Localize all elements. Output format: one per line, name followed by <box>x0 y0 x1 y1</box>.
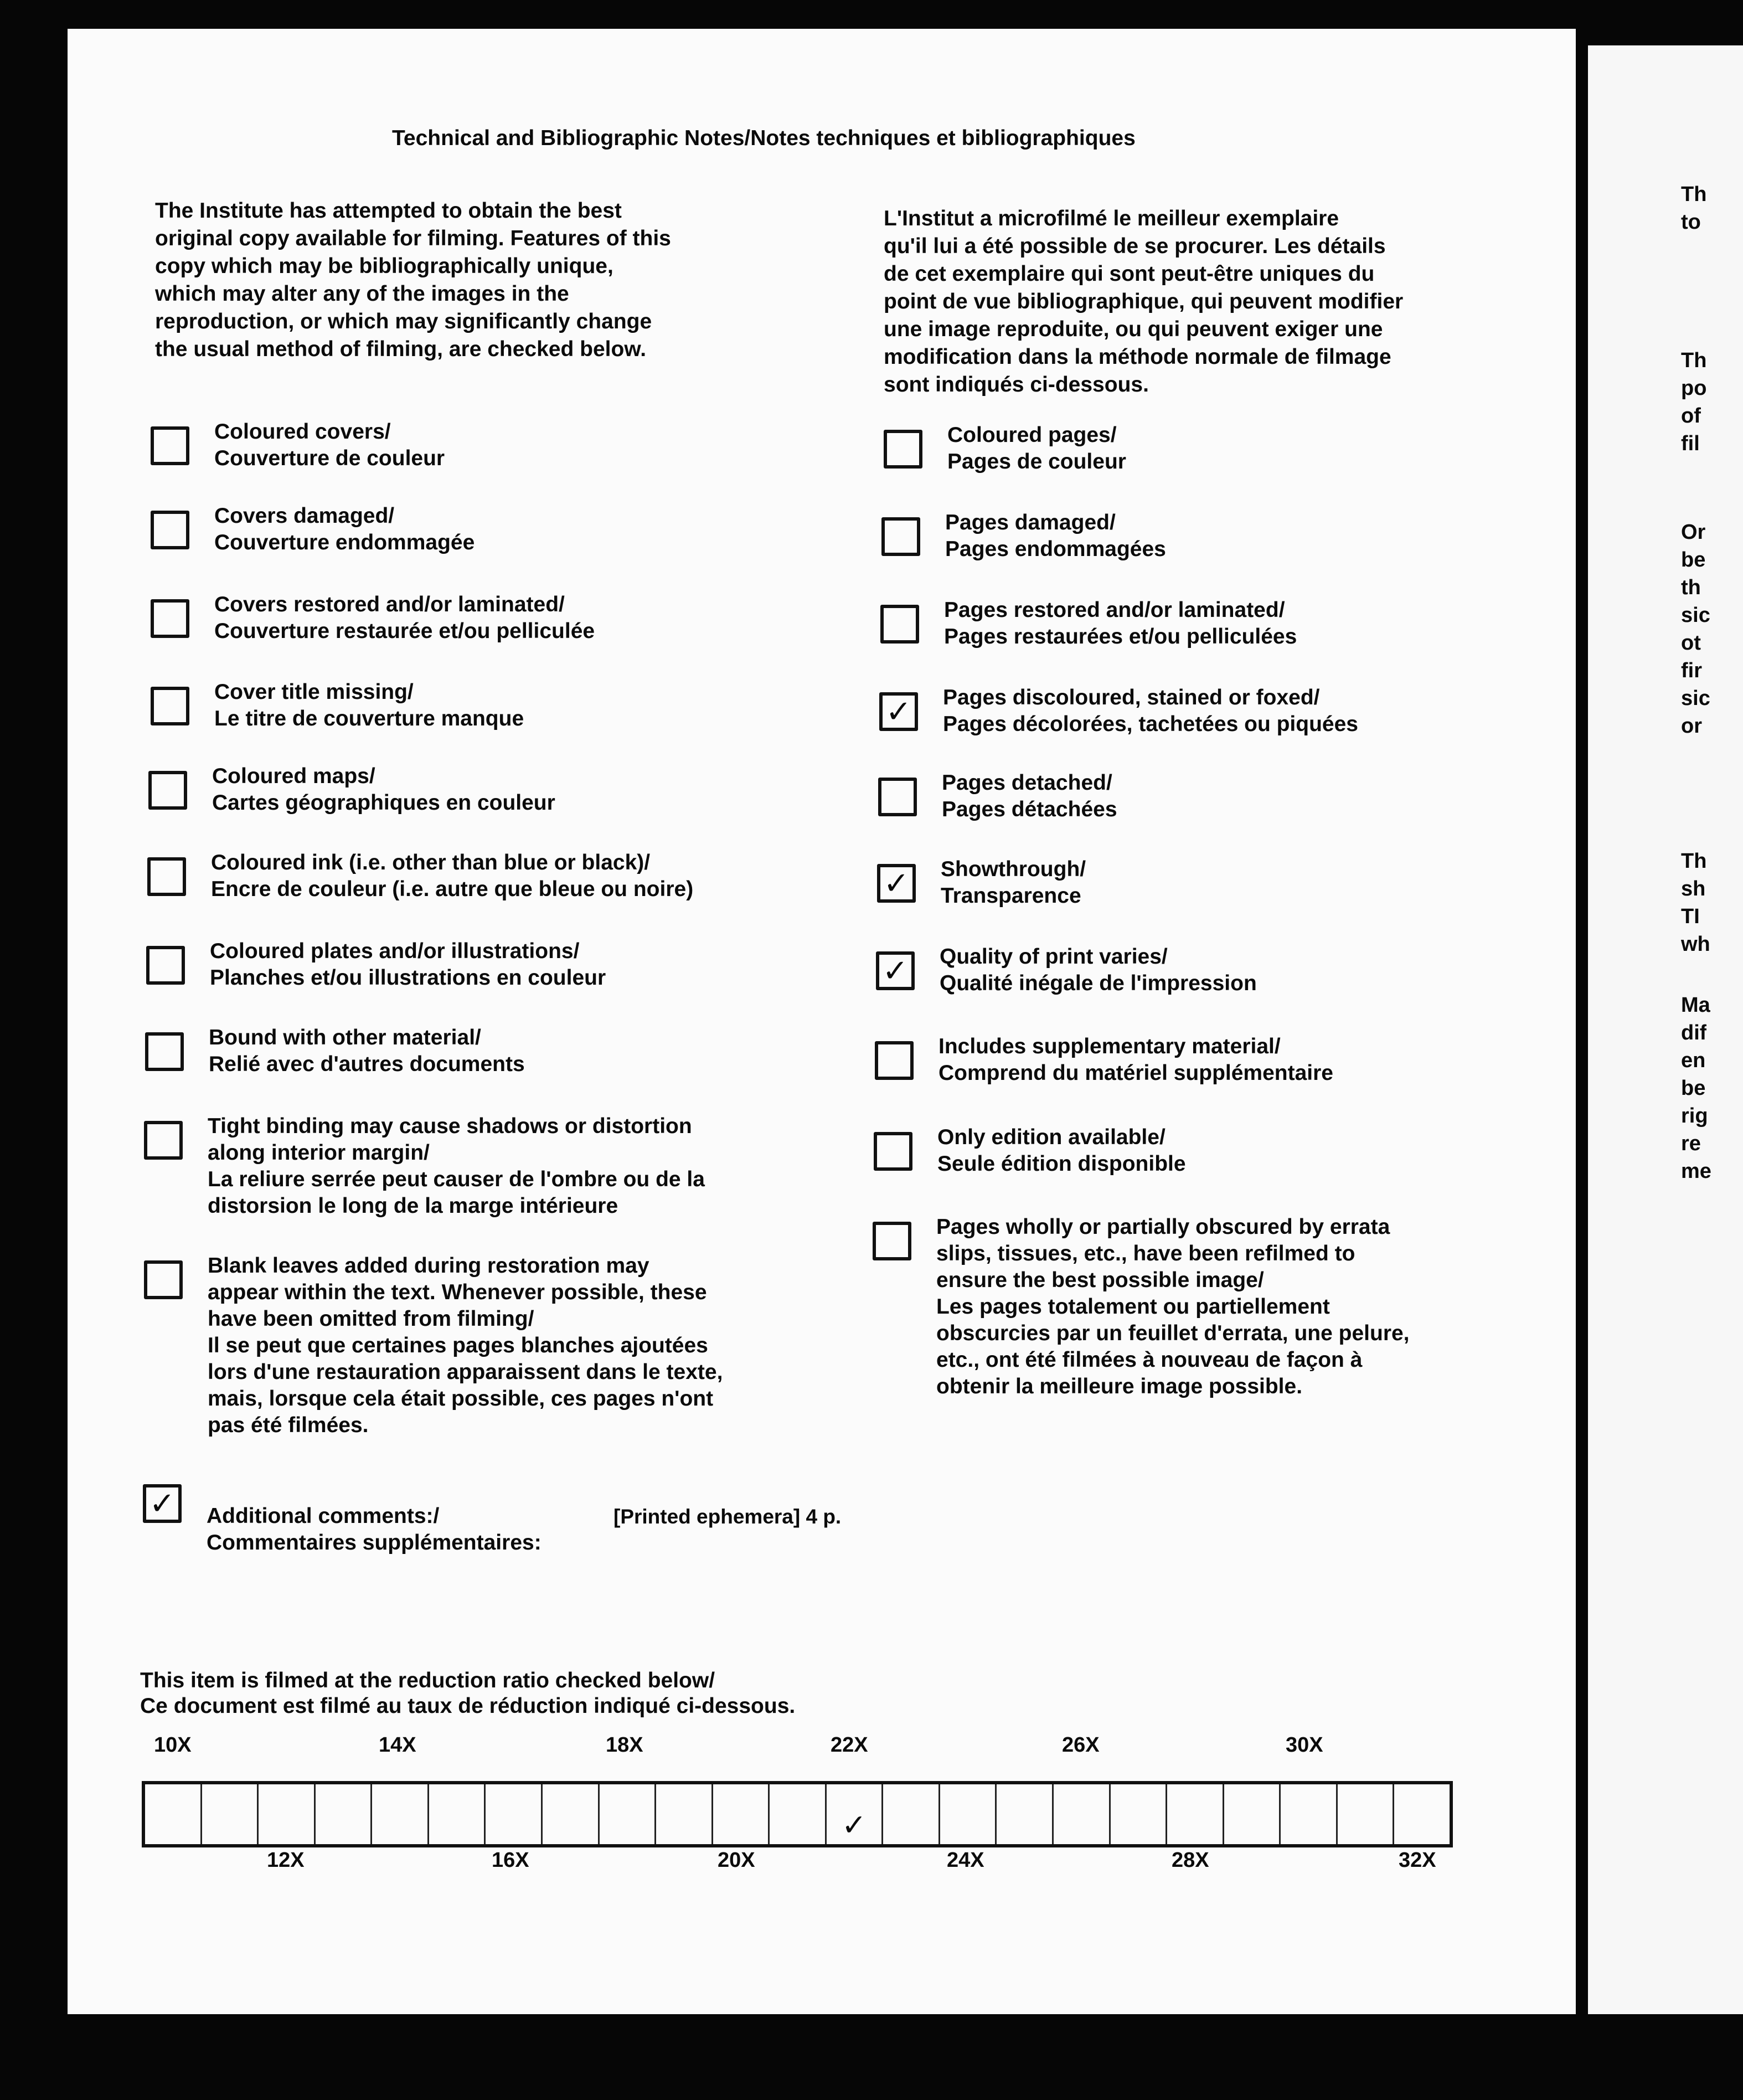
page-title: Technical and Bibliographic Notes/Notes techniques et bibliographiques <box>392 126 1136 150</box>
right-checklist-label: Only edition available/ Seule édition disponible <box>937 1125 1186 1176</box>
scale-cell[interactable] <box>997 1784 1054 1844</box>
adjacent-page-fragment: be <box>1681 548 1706 572</box>
left-checklist-label: Cover title missing/ Le titre de couverture manque <box>214 680 524 730</box>
scale-cell[interactable] <box>1167 1784 1224 1844</box>
left-checklist-checkbox[interactable] <box>151 687 189 725</box>
scale-cell[interactable] <box>316 1784 373 1844</box>
adjacent-page-fragment: rig <box>1681 1104 1708 1128</box>
left-checklist-label: Covers restored and/or laminated/ Couverture restaurée et/ou pelliculée <box>214 593 595 643</box>
adjacent-page-fragment: sic <box>1681 604 1710 627</box>
intro-english: The Institute has attempted to obtain the best original copy available for filming. Features of this copy which may be bibliographically unique, which may alter any of the images in the reproduction, or which may significantly change the usual method of filming, are checked below. <box>155 199 671 361</box>
scale-cell[interactable] <box>372 1784 429 1844</box>
right-checklist-label: Pages damaged/ Pages endommagées <box>945 511 1166 561</box>
right-checklist-checkbox[interactable] <box>876 951 915 990</box>
additional-comments-checkbox[interactable] <box>143 1484 182 1523</box>
adjacent-page-fragment: po <box>1681 377 1707 400</box>
checkmark-icon: ✓ <box>882 953 909 988</box>
right-checklist-checkbox[interactable] <box>884 430 922 469</box>
left-checklist-label: Coloured maps/ Cartes géographiques en couleur <box>212 764 555 815</box>
additional-comments-value: [Printed ephemera] 4 p. <box>613 1505 842 1528</box>
scale-cell[interactable] <box>543 1784 600 1844</box>
right-checklist-checkbox[interactable] <box>881 517 920 556</box>
scale-label: 18X <box>606 1733 643 1757</box>
left-checklist-label: Covers damaged/ Couverture endommagée <box>214 504 475 554</box>
adjacent-page-fragment: th <box>1681 576 1701 599</box>
scale-cell[interactable] <box>145 1784 202 1844</box>
reduction-scale <box>142 1781 1453 1847</box>
scale-label: 20X <box>718 1849 755 1872</box>
adjacent-page-fragment: be <box>1681 1077 1706 1100</box>
intro-french: L'Institut a microfilmé le meilleur exemplaire qu'il lui a été possible de se procurer. Les détails de cet exemplaire qui sont peut-être uniques du point de vue bibliographique, qui peuvent modifier une image reproduite, ou qui peuvent exiger une modification dans la méthode normale de filmage sont indiqués ci-dessous. <box>884 207 1404 397</box>
right-checklist-label: Pages discoloured, stained or foxed/ Pages décolorées, tachetées ou piquées <box>943 686 1358 736</box>
right-checklist-label: Coloured pages/ Pages de couleur <box>947 423 1126 473</box>
scale-cell[interactable] <box>656 1784 713 1844</box>
scale-cell[interactable] <box>486 1784 543 1844</box>
scale-label: 28X <box>1172 1849 1209 1872</box>
reduction-ratio-text: This item is filmed at the reduction ratio checked below/ Ce document est filmé au taux de réduction indiqué ci-dessous. <box>140 1669 796 1718</box>
left-checklist-checkbox[interactable] <box>148 771 187 810</box>
scale-cell[interactable] <box>1111 1784 1168 1844</box>
adjacent-page-fragment: Or <box>1681 521 1706 544</box>
adjacent-page-fragment: sic <box>1681 687 1710 710</box>
right-checklist-label: Pages restored and/or laminated/ Pages restaurées et/ou pelliculées <box>944 598 1297 648</box>
adjacent-page-fragment: or <box>1681 714 1702 738</box>
additional-comments-text: Additional comments:/ Commentaires supplémentaires: <box>207 1504 542 1555</box>
left-checklist-label: Blank leaves added during restoration may appear within the text. Whenever possible, these have been omitted from filming/ Il se peut que certaines pages blanches ajoutées lors d'une restauration apparaissent dans le texte, mais, lorsque cela était possible, ces pages n'ont pas été filmées. <box>208 1254 723 1437</box>
scale-cell[interactable] <box>259 1784 316 1844</box>
right-checklist-checkbox[interactable] <box>874 1132 912 1171</box>
checkmark-icon: ✓ <box>883 866 910 900</box>
right-checklist-checkbox[interactable] <box>873 1222 911 1260</box>
adjacent-page-fragment: of <box>1681 404 1701 428</box>
checkmark-icon: ✓ <box>885 694 912 729</box>
adjacent-page-fragment: fir <box>1681 659 1702 682</box>
right-checklist-checkbox[interactable] <box>875 1041 914 1080</box>
adjacent-page-fragment: fil <box>1681 432 1700 455</box>
left-checklist-checkbox[interactable] <box>145 1032 184 1071</box>
scale-cell[interactable] <box>429 1784 486 1844</box>
scale-label: 26X <box>1062 1733 1100 1757</box>
scale-cell[interactable] <box>883 1784 940 1844</box>
adjacent-page-fragment: Ma <box>1681 994 1710 1017</box>
adjacent-page-fragment: ot <box>1681 631 1701 655</box>
adjacent-page-fragment: sh <box>1681 877 1706 900</box>
adjacent-page-fragment: me <box>1681 1160 1711 1183</box>
scale-cell[interactable] <box>600 1784 657 1844</box>
adjacent-page <box>1588 45 1743 2014</box>
adjacent-page-fragment: Th <box>1681 850 1707 873</box>
scale-label: 12X <box>267 1849 305 1872</box>
scale-label: 24X <box>947 1849 984 1872</box>
scale-label: 14X <box>379 1733 416 1757</box>
scale-label: 32X <box>1399 1849 1436 1872</box>
scale-label: 22X <box>831 1733 868 1757</box>
left-checklist-label: Coloured ink (i.e. other than blue or black)/ Encre de couleur (i.e. autre que bleue ou noire) <box>211 851 694 901</box>
adjacent-page-fragment: to <box>1681 210 1701 234</box>
scale-cell[interactable] <box>1054 1784 1111 1844</box>
adjacent-page-fragment: en <box>1681 1049 1706 1072</box>
adjacent-page-fragment: dif <box>1681 1021 1707 1044</box>
adjacent-page-fragment: Th <box>1681 349 1707 372</box>
adjacent-page-fragment: TI <box>1681 905 1700 928</box>
additional-comments-label <box>207 1476 982 1556</box>
left-checklist-checkbox[interactable] <box>151 426 189 465</box>
scale-cell[interactable] <box>202 1784 259 1844</box>
adjacent-page-fragment: re <box>1681 1132 1701 1155</box>
scale-cell[interactable] <box>1224 1784 1281 1844</box>
left-checklist-label: Tight binding may cause shadows or distortion along interior margin/ La reliure serrée peut causer de l'ombre ou de la distorsion le long de la marge intérieure <box>208 1114 705 1218</box>
scale-cell[interactable] <box>827 1784 884 1844</box>
scale-cell[interactable] <box>770 1784 827 1844</box>
left-checklist-checkbox[interactable] <box>151 599 189 638</box>
left-checklist-checkbox[interactable] <box>144 1260 183 1299</box>
checkmark-icon: ✓ <box>841 1809 867 1842</box>
left-checklist-label: Bound with other material/ Relié avec d'autres documents <box>209 1026 525 1076</box>
adjacent-page-fragment: wh <box>1681 933 1710 956</box>
adjacent-page-fragment: Th <box>1681 183 1707 206</box>
right-checklist-label: Quality of print varies/ Qualité inégale de l'impression <box>940 945 1257 995</box>
left-checklist-label: Coloured plates and/or illustrations/ Planches et/ou illustrations en couleur <box>210 939 606 990</box>
right-checklist-checkbox[interactable] <box>877 864 916 903</box>
right-checklist-label: Pages detached/ Pages détachées <box>942 771 1117 821</box>
right-checklist-label: Includes supplementary material/ Comprend du matériel supplémentaire <box>938 1034 1333 1085</box>
left-checklist-checkbox[interactable] <box>151 511 189 549</box>
scale-cell[interactable] <box>1338 1784 1395 1844</box>
scale-label: 16X <box>492 1849 529 1872</box>
scale-cell[interactable] <box>1394 1784 1450 1844</box>
right-checklist-label: Showthrough/ Transparence <box>941 857 1086 908</box>
scale-label: 10X <box>154 1733 192 1757</box>
left-checklist-label: Coloured covers/ Couverture de couleur <box>214 420 445 470</box>
scale-cell[interactable] <box>713 1784 770 1844</box>
left-checklist-checkbox[interactable] <box>147 857 186 896</box>
scale-cell[interactable] <box>940 1784 997 1844</box>
right-checklist-checkbox[interactable] <box>880 605 919 644</box>
scale-label: 30X <box>1286 1733 1323 1757</box>
right-checklist-label: Pages wholly or partially obscured by errata slips, tissues, etc., have been refilmed to ensure the best possible image/ Les pages totalement ou partiellement obscurcies par un feuillet d'errata, une pelure, etc., ont été filmées à nouveau de façon à obtenir la meilleure image possible. <box>936 1215 1410 1398</box>
scale-cell[interactable] <box>1281 1784 1338 1844</box>
left-checklist-checkbox[interactable] <box>146 946 185 985</box>
left-checklist-checkbox[interactable] <box>144 1121 183 1160</box>
right-checklist-checkbox[interactable] <box>878 778 917 816</box>
right-checklist-checkbox[interactable] <box>879 692 918 731</box>
checkmark-icon: ✓ <box>149 1486 176 1521</box>
